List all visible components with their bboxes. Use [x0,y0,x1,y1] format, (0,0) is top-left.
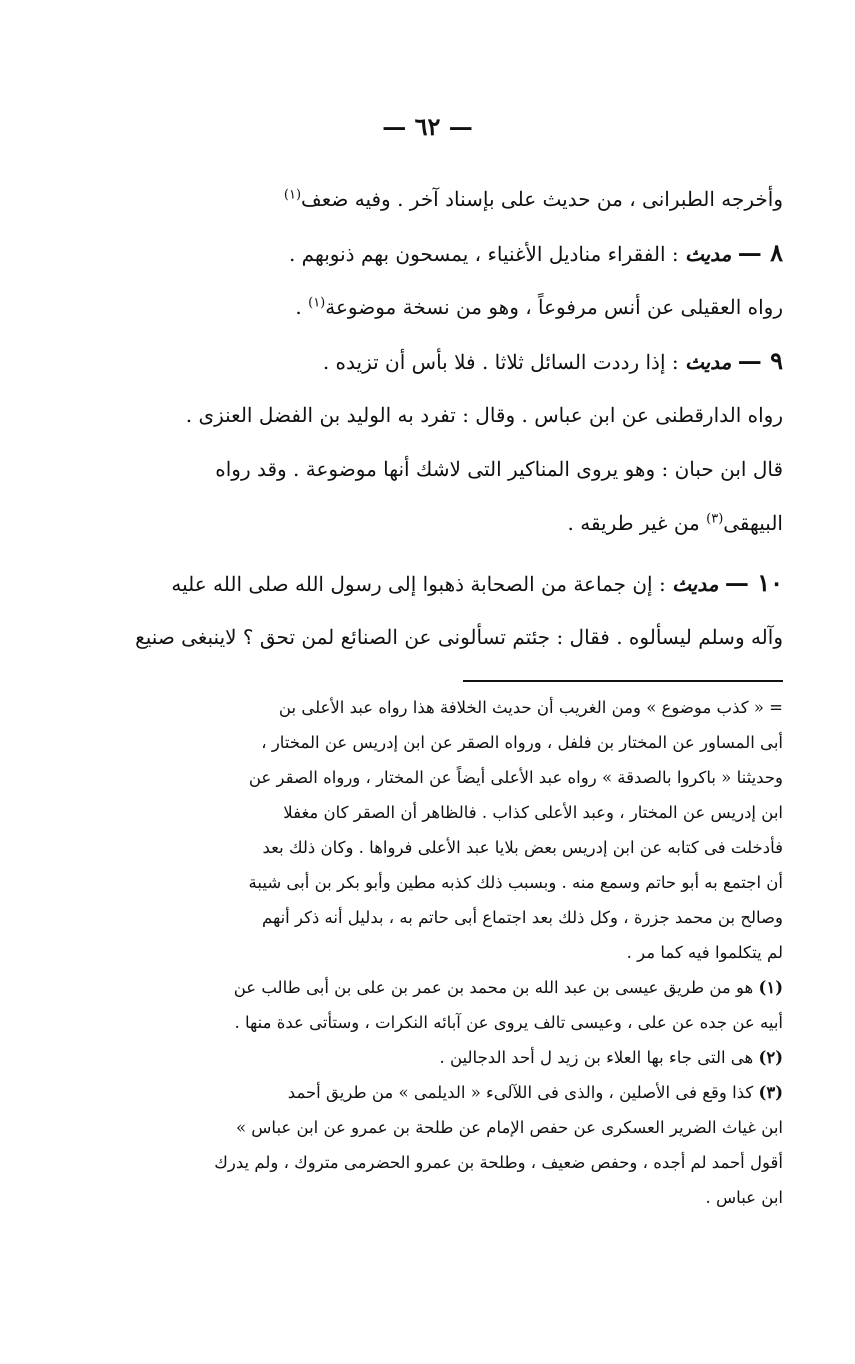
footnote-line: وحديثنا « باكروا بالصدقة » رواه عبد الأعلى أيضاً عن المختار ، ورواه الصقر عن [248,768,783,787]
text-line: البيهقى$^{(٣)}$ من غير طريقه . [567,511,783,535]
footnote-line: أن اجتمع به أبو حاتم وسمع منه . وبسبب ذلك كذبه مطين وأبو بكر بن أبى شيبة [248,873,783,892]
text-line: رواه العقيلى عن أنس مرفوعاً ، وهو من نسخة موضوعة$^{(١)}$ . [295,295,783,319]
hadith-9: ٩ — مديث : إذا رددت السائل ثلاثا . فلا بأس أن تزيده . [322,346,783,375]
hadith-keyword: مديث [672,572,719,596]
footnote-marker: (٣) [706,511,724,527]
footnote-1: (١) هو من طريق عيسى بن عبد الله بن محمد بن عمر بن على بن أبى طالب عن [233,978,783,997]
text-line: رواه الدارقطنى عن ابن عباس . وقال : تفرد به الوليد بن الفضل العنزى . [185,403,783,427]
footnote-line: ابن عباس . [705,1188,783,1207]
text-line: قال ابن حبان : وهو يروى المناكير التى لاشك أنها موضوعة . وقد رواه [215,457,783,481]
footnote-divider [463,680,783,682]
footnote-line: أبى المساور عن المختار بن فلفل ، ورواه الصقر عن ابن إدريس عن المختار ، [261,733,783,752]
hadith-8: ٨ — مديث : الفقراء مناديل الأغنياء ، يمسحون بهم ذنوبهم . [288,238,783,267]
footnote-number: (٣) [758,1083,783,1102]
footnote-line: ابن إدريس عن المختار ، وعبد الأعلى كذاب . فالظاهر أن الصقر كان مغفلا [283,803,783,822]
hadith-keyword: مديث [684,350,732,374]
footnote-marker: (١) [308,295,326,311]
text-line: وآله وسلم ليسألوه . فقال : جئتم تسألونى عن الصنائع لمن تحق ؟ لاينبغى صنيع [135,625,783,649]
main-text [72,172,783,664]
footnote-line: أبيه عن جده عن على ، وعيسى تالف يروى عن آبائه النكرات ، وستأتى عدة منها . [234,1013,783,1032]
text-line: وأخرجه الطبرانى ، من حديث على بإسناد آخر . وفيه ضعف$^{(١)}$ [283,187,783,211]
hadith-keyword: مديث [684,242,732,266]
footnote-marker: (١) [283,187,302,203]
page-number: — ٦٢ — [382,112,473,141]
footnote-2: (٢) هى التى جاء بها العلاء بن زيد ل أحد الدجالين . [439,1048,783,1067]
footnote-line: وصالح بن محمد جزرة ، وكل ذلك بعد اجتماع أبى حاتم به ، بدليل أنه ذكر أنهم [261,908,783,927]
hadith-number: ٩ — [737,346,783,375]
footnote-number: (٢) [758,1048,783,1067]
footnote-3: (٣) كذا وقع فى الأصلين ، والذى فى اللآلىء « الديلمى » من طريق أحمد [287,1083,783,1102]
hadith-number: ١٠ — [724,568,783,597]
footnote-line: لم يتكلموا فيه كما مر . [626,943,783,962]
hadith-10: ١٠ — مديث : إن جماعة من الصحابة ذهبوا إلى رسول الله صلى الله عليه [171,568,783,597]
footnote-line: فأدخلت فى كتابه عن ابن إدريس بعض بلايا عبد الأعلى فرواها . وكان ذلك بعد [262,838,783,857]
footnote-line: = « كذب موضوع » ومن الغريب أن حديث الخلافة هذا رواه عبد الأعلى بن [278,698,783,717]
hadith-number: ٨ — [737,238,783,267]
footnote-line: ابن غياث الضرير العسكرى عن حفص الإمام عن طلحة بن عمرو عن ابن عباس » [235,1118,783,1137]
footnotes [72,690,783,1215]
footnote-number: (١) [758,978,783,997]
footnote-line: أقول أحمد لم أجده ، وحفص ضعيف ، وطلحة بن عمرو الحضرمى متروك ، ولم يدرك [214,1153,783,1172]
